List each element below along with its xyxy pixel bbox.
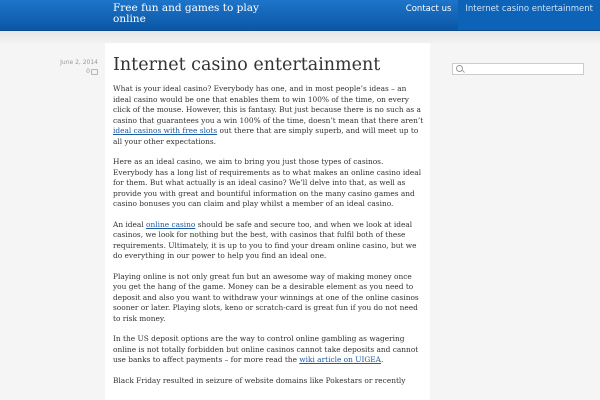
search-icon	[456, 65, 463, 72]
paragraph-5	[113, 334, 425, 366]
post-date: June 2, 2014	[60, 59, 98, 66]
comment-icon[interactable]	[91, 69, 98, 75]
paragraph-1-text-after: out there that are simply superb, and will meet up to all your other expectations.	[113, 126, 419, 146]
site-title-link[interactable]: Free fun and games to play online	[113, 2, 259, 25]
top-nav	[399, 0, 600, 30]
site-header	[0, 0, 600, 31]
paragraph-6: Black Friday resulted in seizure of website domains like Pokestars or recently	[113, 375, 406, 385]
search-box[interactable]	[452, 63, 584, 75]
online-casino-link[interactable]: online casino	[146, 219, 196, 229]
post-meta	[60, 58, 98, 76]
comment-count-wrapper[interactable]	[60, 67, 98, 76]
paragraph-5-text: In the US deposit options are the way to control online gambling as wagering online is not totally forbidden but online casinos cannot take deposits and cannot use banks to affect payments – for more read the	[113, 334, 419, 364]
post-title: Internet casino entertainment	[113, 55, 381, 75]
paragraph-1	[113, 84, 425, 147]
wiki-uigea-link[interactable]: wiki article on UIGEA	[299, 355, 382, 364]
comment-count[interactable]: 0	[86, 68, 90, 75]
paragraph-3-text-after: should be safe and secure too, and when we look at ideal casinos, we look for nothing but the best, with casinos that fulfil both of these requirements. Ultimately, it is up to you to find your dream online casino, but we do everything in our power to help you find an ideal one.	[113, 219, 417, 260]
header-stripe	[0, 31, 600, 43]
paragraph-3-text: An ideal	[113, 219, 147, 229]
paragraph-3	[113, 220, 425, 262]
paragraph-1-text: What is your ideal casino? Everybody has one, and in most people’s ideas – an ideal casino would be one that enables them to win 100% of the time, on every click of the mouse. However, this is fantasy. But just because there is no such as a casino that guarantees you a win 100% of the time, doesn’t mean that there aren’t	[113, 84, 424, 125]
search-input[interactable]	[464, 64, 582, 74]
paragraph-5-text-after: .	[381, 355, 384, 364]
paragraph-2: Here as an ideal casino, we aim to bring you just those types of casinos. Everybody has a long list of requirements as to what makes an online casino ideal for them. But what actually is an ideal casino? We’ll delve into that, as well as provide you with great and bountiful information on the many casino games and casino bonuses you can claim and play whilst a member of an ideal casino.	[113, 157, 422, 208]
ideal-casinos-link[interactable]: ideal casinos with free slots	[113, 126, 218, 135]
paragraph-4: Playing online is not only great fun but an awesome way of making money once you get the hang of the game. Money can be a desirable element as you need to deposit and also you want to withdraw your winnings at one of the online casinos sooner or later. Playing slots, keno or scratch-card is great fun if you do not need to risk money.	[113, 271, 419, 323]
nav-contact-us[interactable]: Contact us	[405, 4, 452, 14]
post-content	[113, 84, 425, 396]
nav-internet-casino-entertainment[interactable]: Internet casino entertainment	[458, 0, 600, 30]
